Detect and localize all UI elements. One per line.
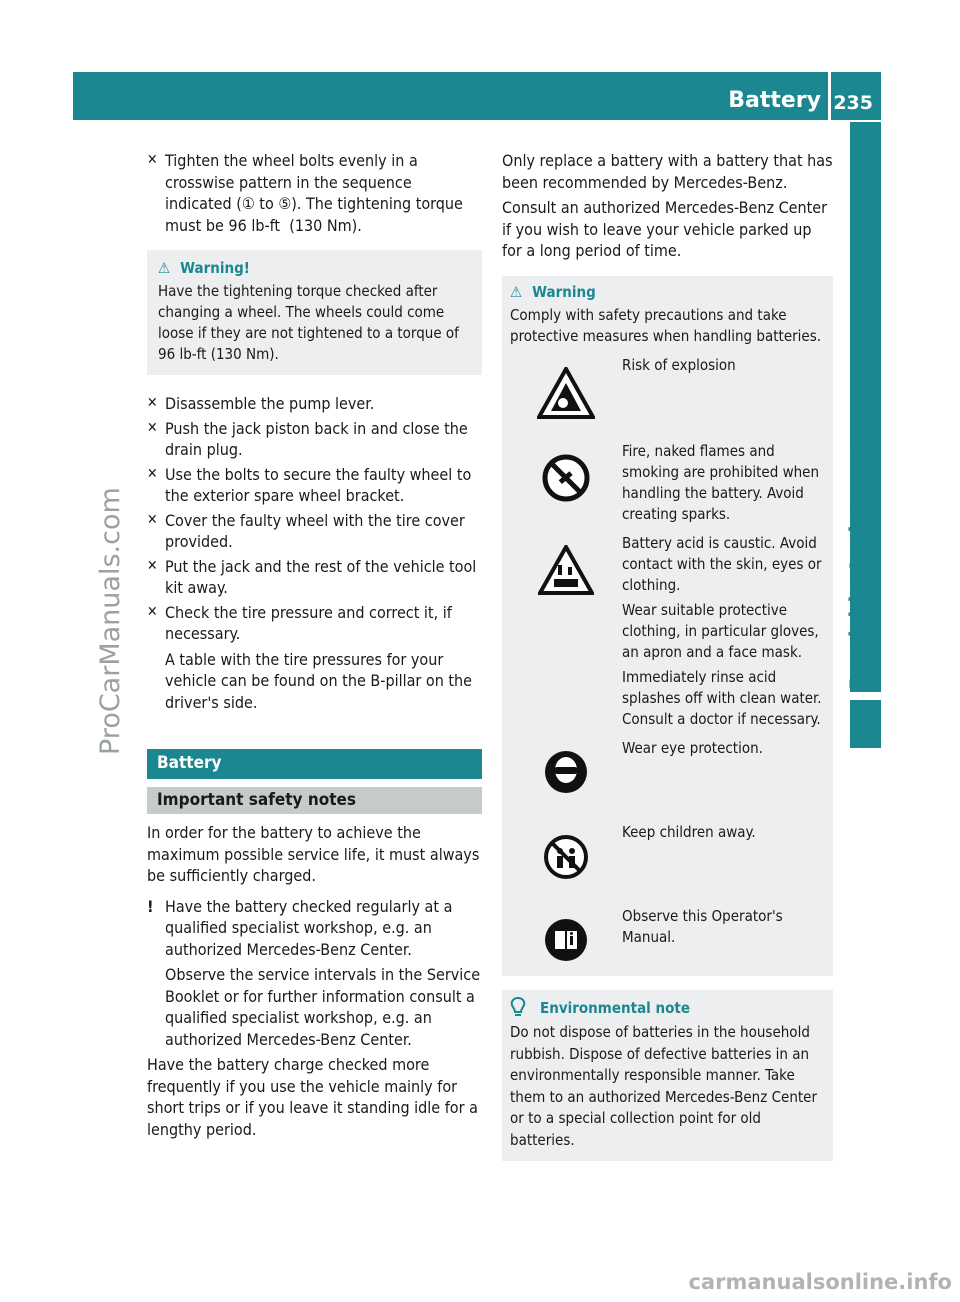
step-text: Check the tire pressure and correct it, if necessary. [165,602,452,643]
note-item [147,896,482,1051]
step-item [147,510,482,553]
hazard-text: Fire, naked flames and smoking are prohibited when handling the battery. Avoid creating sparks. [622,441,820,523]
warning-heading [510,282,827,303]
environmental-note-text: Do not dispose of batteries in the household rubbish. Dispose of defective batteries in an environmentally responsible manner. Take them to an authorized Mercedes-Benz Center or to a special collection point for old batteries. [510,1023,818,1149]
lightbulb-icon [510,997,526,1024]
warning-text: Have the tightening torque checked after changing a wheel. The wheels could come loose if they are not tightened to a torque of 96 lb-ft (130 Nm). [158,282,459,363]
step-arrow-icon: ✕ [147,395,158,411]
hazard-row [510,533,827,730]
header-divider [828,72,831,120]
hazard-row [510,906,827,966]
exclamation-icon: ! [147,896,154,916]
warning-triangle-icon: ⚠ [510,282,523,301]
subsection-title: Important safety notes [147,787,482,815]
battery-warning-box [502,276,833,976]
step-arrow-icon: ✕ [147,557,158,574]
warning-triangle-icon: ⚠ [158,259,171,277]
corrosive-icon [510,533,622,595]
step-arrow-icon: ✕ [147,465,158,482]
note-text-2: Observe the service intervals in the Service Booklet or for further information consult a qualified specialist workshop, e.g. an authorized Mercedes-Benz Center. [165,965,481,1049]
left-column [147,150,482,1144]
step-item [147,556,482,599]
explosion-icon [510,355,622,419]
watermark: ProCarManuals.com [95,487,126,755]
warning-intro: Comply with safety precautions and take protective measures when handling batteries. [510,305,822,345]
step-text: Put the jack and the rest of the vehicle tool kit away. [165,556,477,597]
note-text: Have the battery checked regularly at a qualified specialist workshop, e.g. an authorized Mercedes-Benz Center. [165,896,453,959]
hazard-text: Wear eye protection. [622,738,763,757]
hazard-text: Keep children away. [622,822,756,841]
step-item [147,418,482,461]
step-text: Cover the faulty wheel with the tire cover provided. [165,510,465,551]
warning-title: Warning [532,282,596,301]
footer-watermark: carmanualsonline.info [688,1270,952,1294]
step-text: Use the bolts to secure the faulty wheel to the exterior spare wheel bracket. [165,464,472,505]
paragraph: Only replace a battery with a battery that has been recommended by Mercedes-Benz. [502,151,833,192]
environmental-note-box [502,990,833,1162]
right-column [502,150,833,1161]
warning-heading [158,258,472,279]
warning-title: Warning! [180,259,250,277]
section-title: Battery [147,749,482,779]
hazard-row [510,738,827,814]
step-arrow-icon: ✕ [147,152,158,168]
step-followup: A table with the tire pressures for your vehicle can be found on the B-pillar on the driver's side. [165,649,473,712]
step-text: Disassemble the pump lever. [165,394,375,413]
hazard-row [510,441,827,525]
step-text: Tighten the wheel bolts evenly in a crosswise pattern in the sequence indicated (① to ⑤). The tightening torque must be 96 lb-ft (130 Nm). [165,151,463,235]
step-arrow-icon: ✕ [147,603,158,620]
closing-paragraph: Have the battery charge checked more frequently if you use the vehicle mainly for short trips or if you leave it standing idle for a lengthy period. [147,1055,478,1139]
no-fire-icon [510,441,622,503]
step-text: Push the jack piston back in and close the drain plug. [165,418,468,459]
intro-paragraph: In order for the battery to achieve the maximum possible service life, it must always be sufficiently charged. [147,823,480,885]
hazard-row [510,355,827,433]
side-tab-label: Roadside Assistance [846,447,870,690]
side-tab-block [850,700,881,748]
step-arrow-icon: ✕ [147,511,158,528]
step-item [147,393,482,415]
manual-icon [510,906,622,962]
step-item [147,150,482,236]
hazard-text-2: Wear suitable protective clothing, in particular gloves, an apron and a face mask. [622,600,819,661]
hazard-text-3: Immediately rinse acid splashes off with clean water. Consult a doctor if necessary. [622,667,822,728]
hazard-row [510,822,827,898]
header-title: Battery [728,88,821,113]
environmental-note-title: Environmental note [540,998,690,1017]
hazard-text: Observe this Operator's Manual. [622,906,783,946]
paragraph: Consult an authorized Mercedes-Benz Center if you wish to leave your vehicle parked up for a long period of time. [502,198,828,260]
keep-children-away-icon [510,822,622,880]
eye-protection-icon [510,738,622,794]
step-item [147,602,482,714]
header-bar [73,72,881,120]
hazard-text [622,533,827,730]
warning-box [147,250,482,375]
step-item [147,464,482,507]
step-arrow-icon: ✕ [147,419,158,436]
page-number: 235 [833,92,873,114]
environmental-note-heading [510,998,825,1020]
hazard-text: Risk of explosion [622,355,736,374]
hazard-text-1: Battery acid is caustic. Avoid contact with the skin, eyes or clothing. [622,533,822,594]
